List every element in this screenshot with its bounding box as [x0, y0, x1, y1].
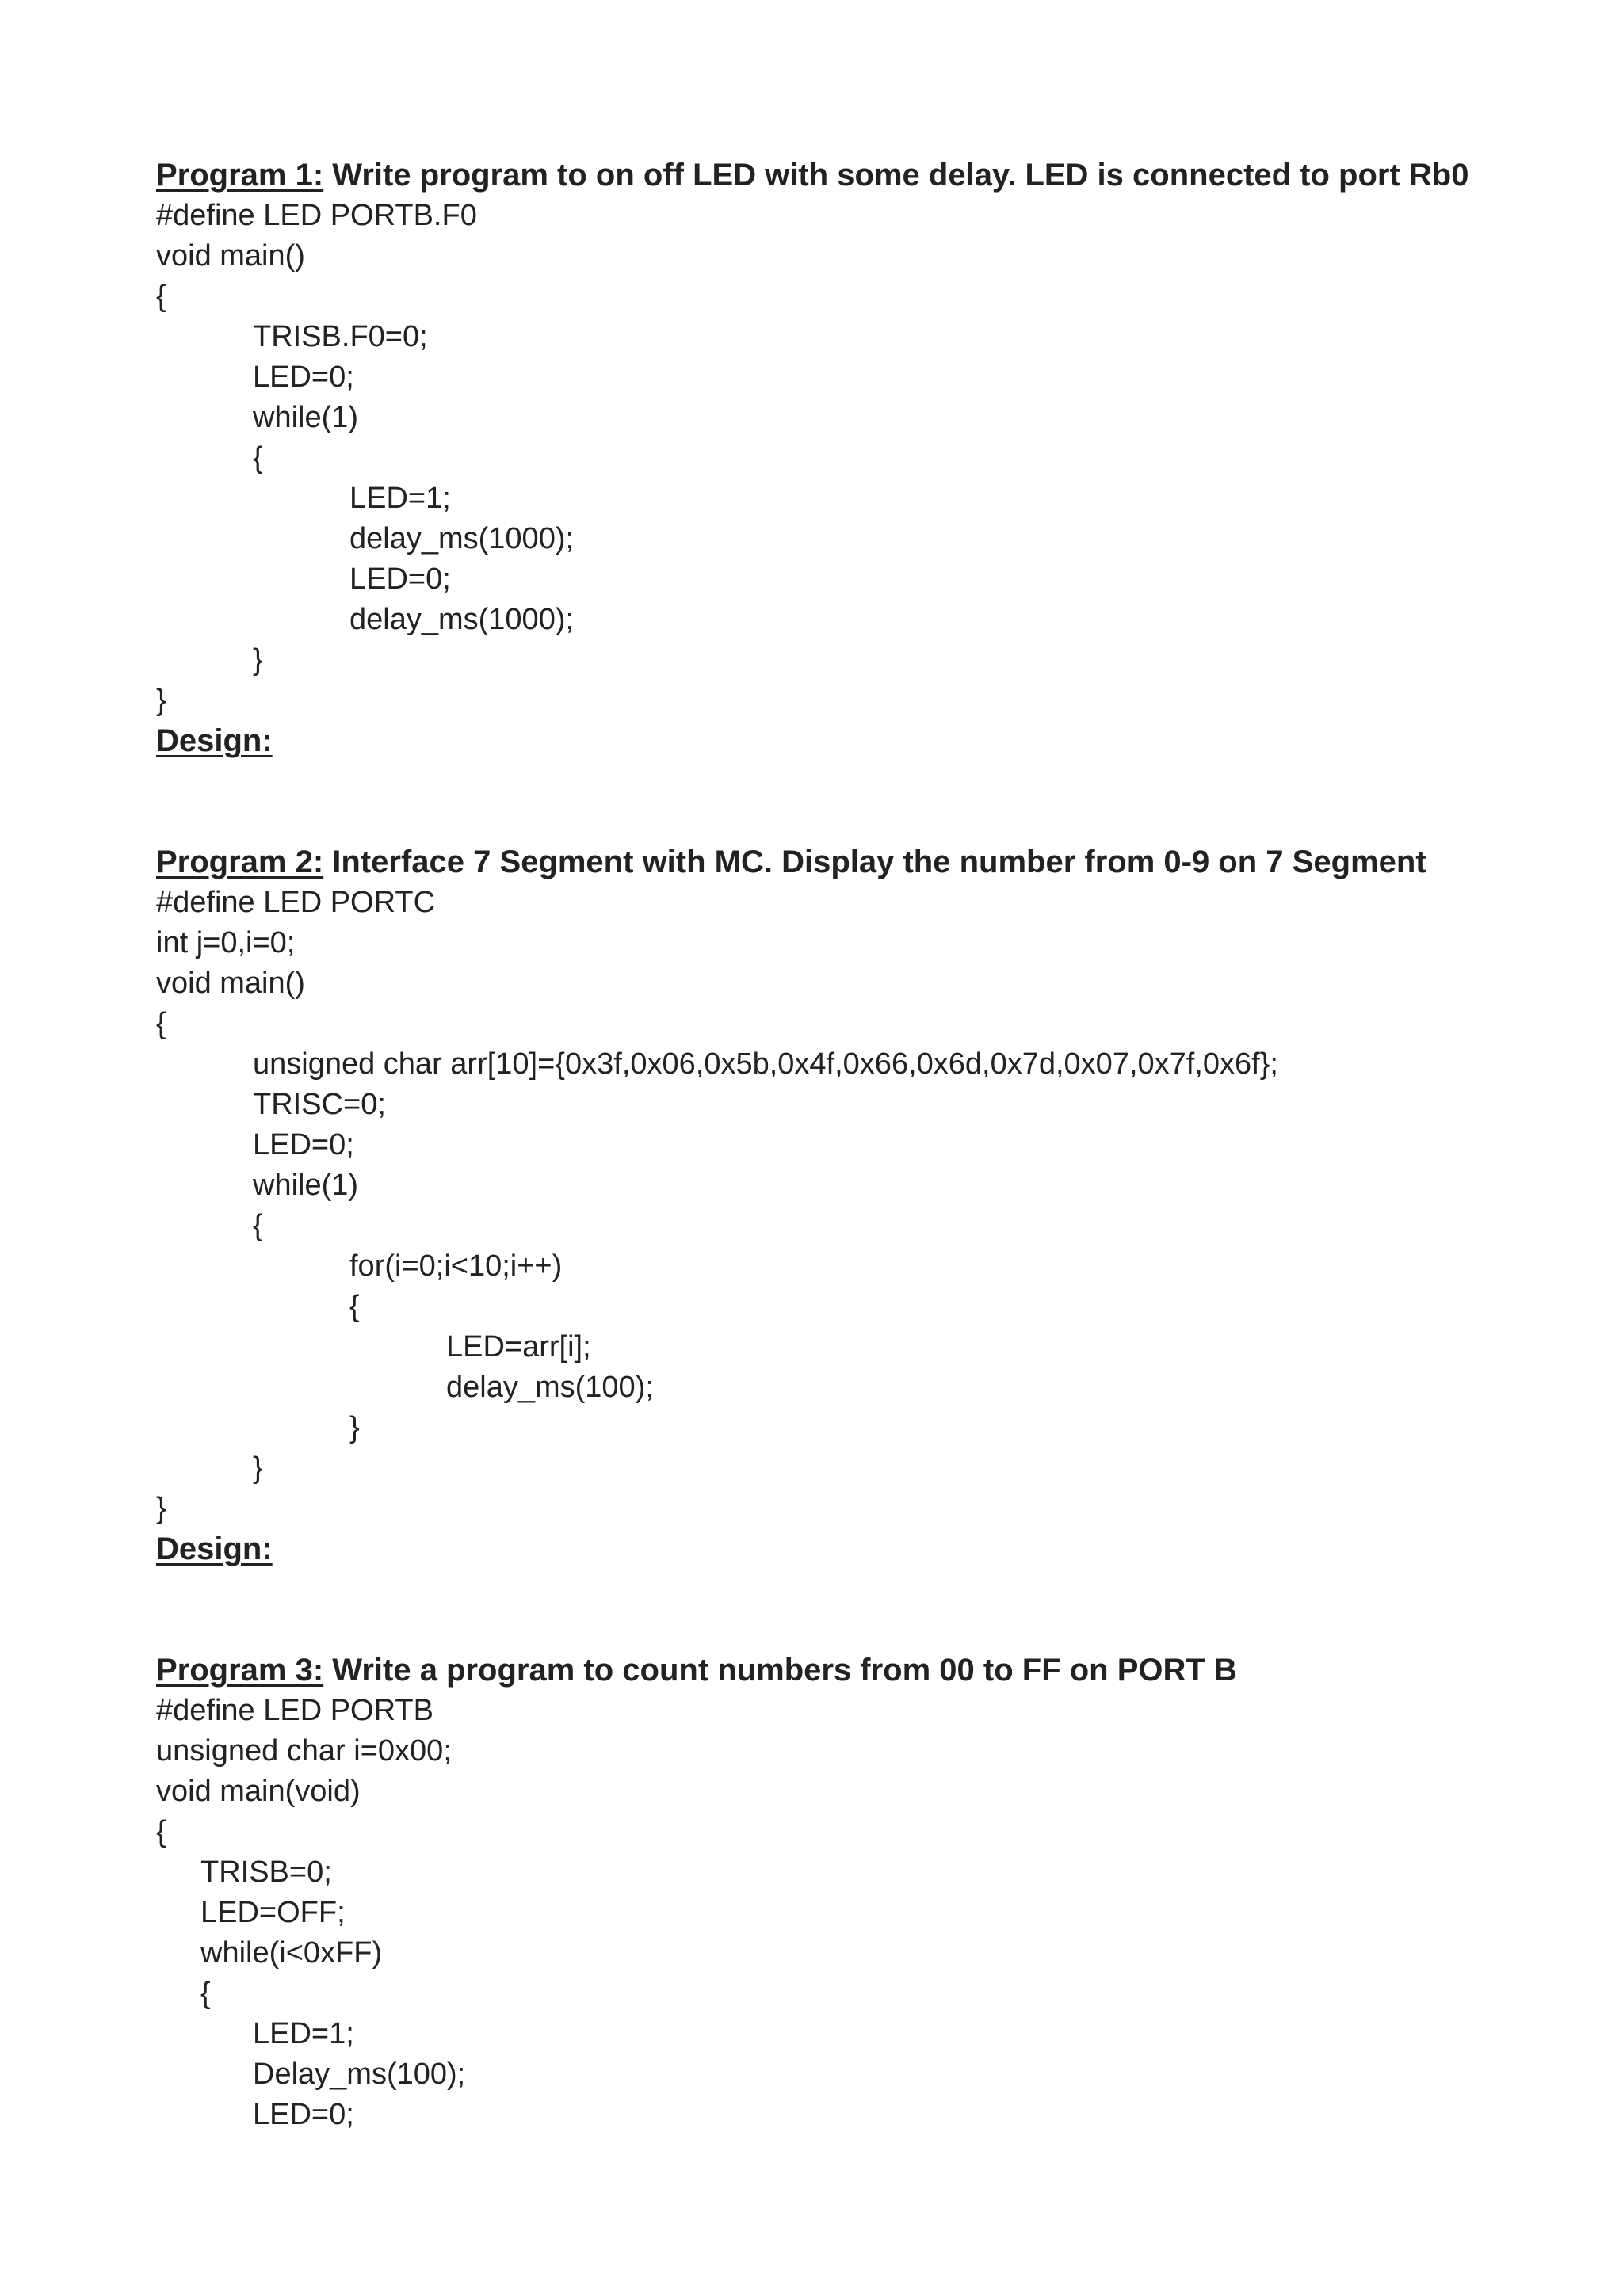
program-2-title: Interface 7 Segment with MC. Display the number from 0-9 on 7 Segment: [332, 845, 1426, 879]
code-line: delay_ms(1000);: [349, 522, 575, 555]
code-line: TRISB=0;: [200, 1855, 332, 1889]
code-line: while(i<0xFF): [200, 1936, 383, 1970]
code-line: delay_ms(100);: [446, 1371, 654, 1404]
program-2-label: Program 2:: [156, 845, 324, 879]
program-1-label: Program 1:: [156, 158, 324, 193]
code-line: Delay_ms(100);: [253, 2058, 466, 2091]
program-2-section: [156, 842, 1503, 1650]
code-line: LED=OFF;: [200, 1896, 346, 1929]
code-line: {: [349, 1290, 360, 1323]
program-1-section: [156, 155, 1503, 842]
program-1-title: Write program to on off LED with some delay. LED is connected to port Rb0: [332, 158, 1469, 193]
code-line: for(i=0;i<10;i++): [349, 1249, 563, 1283]
design-area: [156, 1569, 1503, 1650]
code-line: delay_ms(1000);: [349, 603, 575, 636]
code-line: void main(): [156, 239, 305, 273]
program-1-heading: [156, 155, 1503, 196]
code-line: {: [156, 1815, 166, 1848]
code-line: int j=0,i=0;: [156, 926, 296, 959]
code-line: LED=0;: [349, 563, 451, 596]
code-line: LED=1;: [253, 2017, 354, 2050]
code-line: {: [200, 1977, 211, 2010]
code-line: {: [156, 1007, 166, 1040]
code-line: LED=1;: [349, 482, 451, 515]
code-line: unsigned char arr[10]={0x3f,0x06,0x5b,0x4f,0x66,0x6d,0x7d,0x07,0x7f,0x6f};: [253, 1047, 1278, 1081]
code-line: {: [253, 441, 263, 475]
program-3-section: [156, 1650, 1503, 2135]
code-line: unsigned char i=0x00;: [156, 1734, 452, 1768]
program-2-design-label: Design:: [156, 1531, 273, 1566]
document-page: [156, 155, 1503, 2135]
code-line: }: [253, 643, 263, 677]
code-line: TRISB.F0=0;: [253, 320, 428, 353]
program-3-label: Program 3:: [156, 1653, 324, 1688]
code-line: TRISC=0;: [253, 1088, 386, 1121]
code-line: LED=0;: [253, 360, 354, 394]
code-line: LED=0;: [253, 2098, 354, 2131]
code-line: }: [156, 1492, 166, 1525]
code-line: LED=0;: [253, 1128, 354, 1161]
code-line: #define LED PORTB: [156, 1694, 433, 1727]
code-line: #define LED PORTB.F0: [156, 199, 477, 232]
design-area: [156, 761, 1503, 842]
code-line: LED=arr[i];: [446, 1330, 591, 1363]
code-line: }: [253, 1451, 263, 1485]
code-line: while(1): [253, 1169, 359, 1202]
program-3-heading: [156, 1650, 1503, 1691]
code-line: #define LED PORTC: [156, 886, 436, 919]
code-line: }: [349, 1411, 360, 1444]
code-line: }: [156, 684, 166, 717]
code-line: {: [253, 1209, 263, 1242]
code-line: void main(): [156, 967, 305, 1000]
program-3-title: Write a program to count numbers from 00 to FF on PORT B: [332, 1653, 1237, 1688]
code-line: {: [156, 280, 166, 313]
code-line: void main(void): [156, 1775, 361, 1808]
code-line: while(1): [253, 401, 359, 434]
program-1-design-label: Design:: [156, 723, 273, 758]
program-2-heading: [156, 842, 1503, 883]
